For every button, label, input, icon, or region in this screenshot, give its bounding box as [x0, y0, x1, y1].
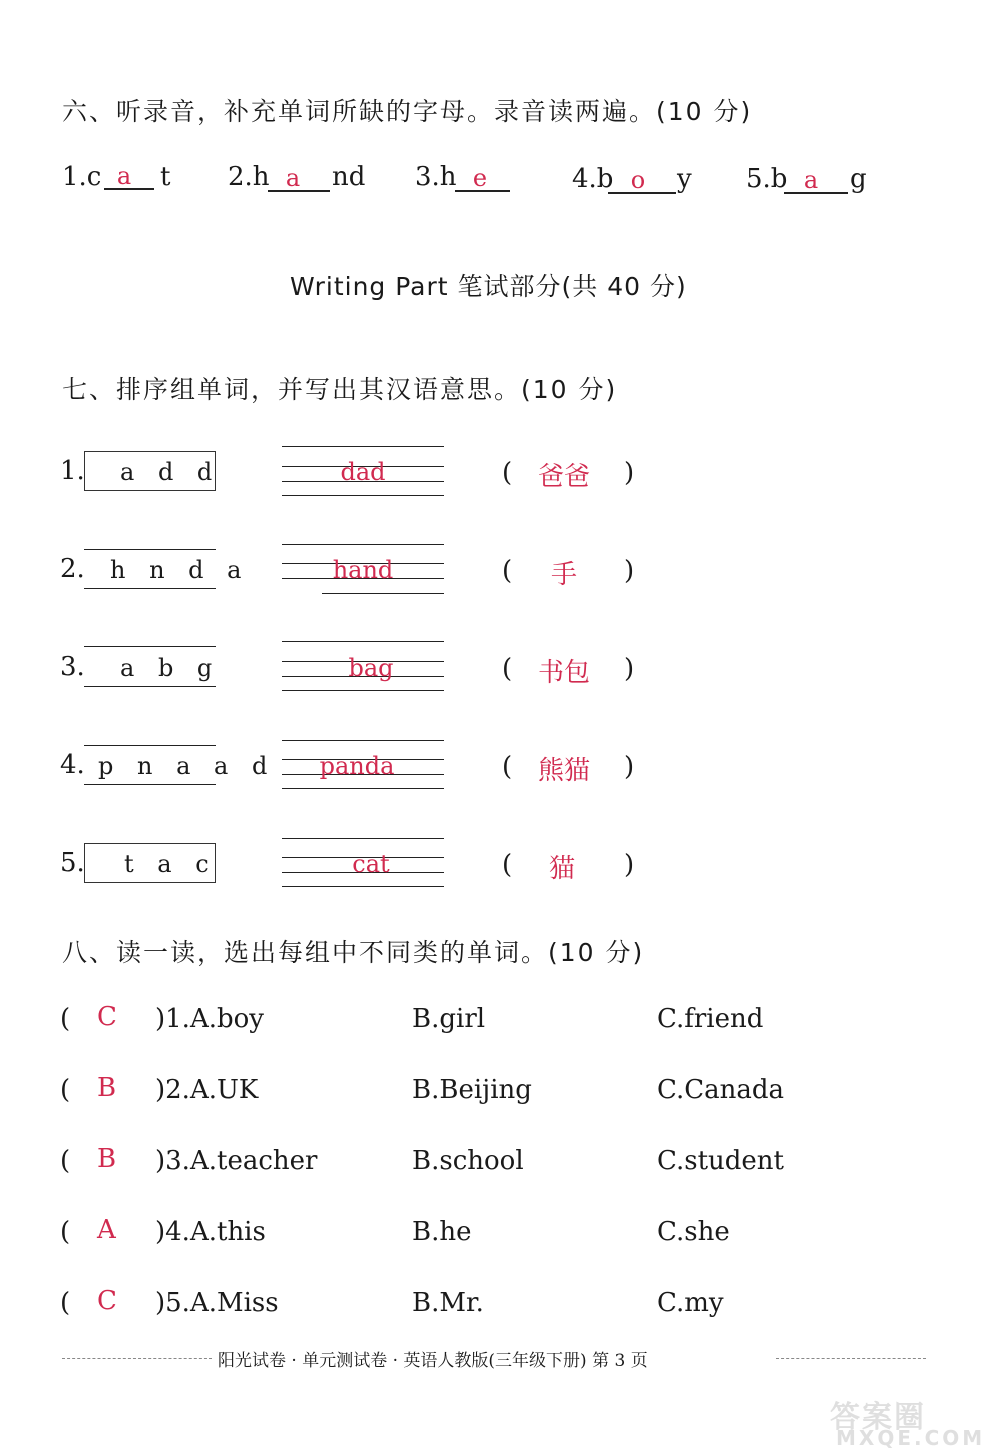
- choice-item-3-option-a: )3.A.teacher: [155, 1146, 318, 1176]
- choice-item-2-answer[interactable]: B: [97, 1073, 117, 1103]
- reorder-item-4-number: 4.: [60, 750, 85, 780]
- choice-item-4-option-b: B.he: [412, 1217, 472, 1247]
- choice-item-5-option-c: C.my: [657, 1288, 724, 1318]
- choice-item-1-paren-open: (: [60, 1004, 71, 1034]
- footer-dots-right: [776, 1358, 926, 1359]
- reorder-item-3-paren-open: (: [502, 654, 513, 684]
- fill-item-2-answer: a: [285, 164, 301, 192]
- fill-item-2-prefix: 2.h: [228, 162, 270, 192]
- choice-item-4-paren-open: (: [60, 1217, 71, 1247]
- reorder-item-3-line-bottom: [84, 686, 216, 687]
- reorder-item-2-line-top: [84, 549, 216, 550]
- reorder-item-1-paren-close: ): [624, 458, 635, 488]
- section8-heading: 八、读一读，选出每组中不同类的单词。(10 分): [62, 938, 645, 967]
- reorder-item-1-line-bottom: [282, 495, 444, 496]
- reorder-item-2-number: 2.: [60, 554, 85, 584]
- reorder-item-3-paren-close: ): [624, 654, 635, 684]
- choice-item-1-option-b: B.girl: [412, 1004, 486, 1034]
- reorder-item-4-line-top: [84, 745, 216, 746]
- fill-item-4-suffix: y: [677, 164, 692, 194]
- choice-item-3-answer[interactable]: B: [97, 1144, 117, 1174]
- fill-item-2-suffix: nd: [332, 162, 366, 192]
- fill-item-1-prefix: 1.c: [62, 162, 102, 192]
- reorder-item-4-line-a: [282, 740, 444, 741]
- fill-item-3-answer: e: [472, 164, 488, 192]
- choice-item-2-option-b: B.Beijing: [412, 1075, 532, 1105]
- reorder-item-5-number: 5.: [60, 848, 85, 878]
- reorder-item-2-line-bottom: [84, 588, 216, 589]
- choice-item-5-option-b: B.Mr.: [412, 1288, 484, 1318]
- section7-heading: 七、排序组单词，并写出其汉语意思。(10 分): [62, 375, 618, 404]
- reorder-item-4-line-d: [282, 788, 444, 789]
- reorder-item-1-word[interactable]: dad: [340, 458, 386, 486]
- choice-item-4-answer[interactable]: A: [97, 1215, 116, 1245]
- reorder-item-3-word[interactable]: bag: [348, 654, 394, 682]
- reorder-item-3-number: 3.: [60, 652, 85, 682]
- choice-item-2-option-c: C.Canada: [657, 1075, 785, 1105]
- choice-item-5-paren-open: (: [60, 1288, 71, 1318]
- reorder-item-5-paren-open: (: [502, 850, 513, 880]
- choice-item-1-option-c: C.friend: [657, 1004, 764, 1034]
- reorder-item-4-line-bottom: [84, 784, 216, 785]
- reorder-item-3-letters: a b g: [120, 654, 221, 682]
- fill-item-5-suffix: g: [850, 164, 867, 194]
- section6-heading: 六、听录音，补充单词所缺的字母。录音读两遍。(10 分): [62, 97, 753, 126]
- watermark-logo: 答案圈: [830, 1400, 926, 1435]
- reorder-item-2-meaning[interactable]: 手: [550, 560, 577, 590]
- reorder-item-1-paren-open: (: [502, 458, 513, 488]
- choice-item-4-option-a: )4.A.this: [155, 1217, 266, 1247]
- reorder-item-4-word[interactable]: panda: [319, 752, 395, 780]
- reorder-item-5-letters: t a c: [124, 850, 217, 878]
- fill-item-4-prefix: 4.b: [572, 164, 614, 194]
- reorder-item-4-paren-open: (: [502, 752, 513, 782]
- reorder-item-2-word[interactable]: hand: [332, 556, 394, 584]
- reorder-item-1-number: 1.: [60, 456, 85, 486]
- reorder-item-3-line-d: [282, 690, 444, 691]
- reorder-item-2-line-d: [322, 593, 444, 594]
- reorder-item-5-meaning[interactable]: 猫: [548, 854, 575, 884]
- reorder-item-5-paren-close: ): [624, 850, 635, 880]
- reorder-item-4-paren-close: ): [624, 752, 635, 782]
- reorder-item-5-line-a: [282, 838, 444, 839]
- watermark-url: MXQE.COM: [836, 1426, 986, 1450]
- choice-item-4-option-c: C.she: [657, 1217, 730, 1247]
- reorder-item-5-word[interactable]: cat: [352, 850, 390, 878]
- reorder-item-1-letters: a d d: [120, 458, 221, 486]
- reorder-item-4-meaning[interactable]: 熊猫: [537, 756, 590, 786]
- writing-part-title: Writing Part 笔试部分(共 40 分): [290, 272, 687, 301]
- footer-text: 阳光试卷 · 单元测试卷 · 英语人教版(三年级下册) 第 3 页: [218, 1351, 648, 1371]
- choice-item-2-option-a: )2.A.UK: [155, 1075, 259, 1105]
- choice-item-2-paren-open: (: [60, 1075, 71, 1105]
- reorder-item-3-line-a: [282, 641, 444, 642]
- reorder-item-5-line-d: [282, 886, 444, 887]
- reorder-item-3-meaning[interactable]: 书包: [537, 658, 590, 688]
- choice-item-5-answer[interactable]: C: [97, 1286, 117, 1316]
- fill-item-5-prefix: 5.b: [746, 164, 788, 194]
- choice-item-1-answer[interactable]: C: [97, 1002, 117, 1032]
- reorder-item-1-meaning[interactable]: 爸爸: [537, 462, 590, 492]
- footer-dots-left: [62, 1358, 212, 1359]
- reorder-item-2-line-a: [282, 544, 444, 545]
- choice-item-3-option-b: B.school: [412, 1146, 524, 1176]
- reorder-item-2-paren-open: (: [502, 556, 513, 586]
- fill-item-1-answer: a: [116, 162, 132, 190]
- reorder-item-1-line-top: [282, 446, 444, 447]
- choice-item-3-paren-open: (: [60, 1146, 71, 1176]
- fill-item-4-answer: o: [630, 166, 646, 194]
- reorder-item-4-letters: p n a a d: [98, 752, 276, 780]
- reorder-item-3-line-top: [84, 646, 216, 647]
- fill-item-3-prefix: 3.h: [415, 162, 457, 192]
- reorder-item-2-paren-close: ): [624, 556, 635, 586]
- fill-item-5-answer: a: [803, 166, 819, 194]
- choice-item-1-option-a: )1.A.boy: [155, 1004, 264, 1034]
- fill-item-1-suffix: t: [160, 162, 171, 192]
- choice-item-5-option-a: )5.A.Miss: [155, 1288, 279, 1318]
- reorder-item-2-letters: h n d a: [110, 556, 250, 584]
- choice-item-3-option-c: C.student: [657, 1146, 784, 1176]
